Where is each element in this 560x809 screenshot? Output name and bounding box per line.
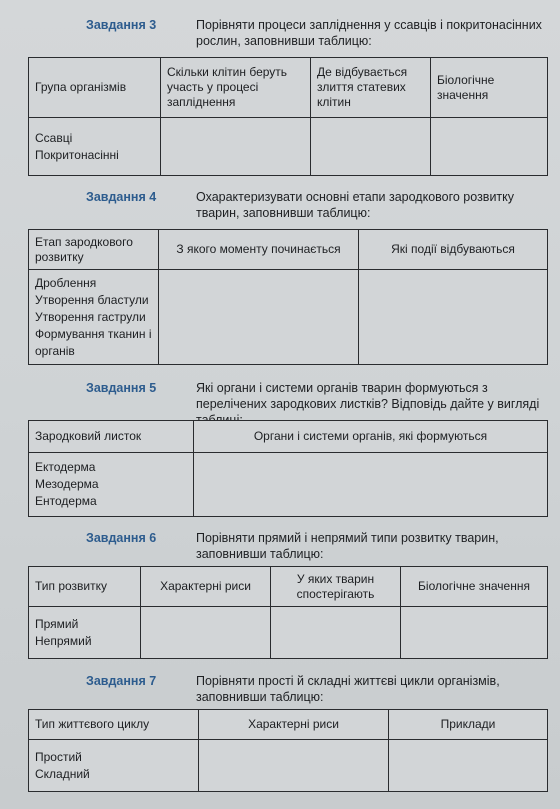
t5-row-ectoderm: Ектодерма	[35, 460, 96, 474]
t3-row-angiosperms: Покритонасінні	[35, 147, 119, 162]
t5-row-endoderm: Ентодерма	[35, 494, 97, 508]
task-3-text: Порівняти процеси запліднення у ссавців і покритонасінних рослин, заповнивши таблицю:	[196, 18, 542, 48]
t6-header-animals: У яких тварин спостерігають	[271, 567, 401, 607]
t6-header-significance: Біологічне значення	[401, 567, 548, 607]
t7-header-cycle: Тип життєвого циклу	[29, 710, 199, 740]
t3-empty-cell[interactable]	[161, 118, 311, 176]
t7-empty-cell[interactable]	[389, 740, 548, 792]
task-5-text: Які органи і системи органів тварин формуються з перелічених зародкових листків? Відповідь дайте у вигляді	[196, 381, 540, 411]
t6-empty-cell[interactable]	[271, 607, 401, 659]
task-6-label: Завдання 6	[86, 531, 157, 545]
task-4-label: Завдання 4	[86, 190, 157, 204]
t4-header-start: З якого моменту починається	[159, 230, 359, 270]
t5-empty-cell[interactable]	[194, 453, 548, 517]
task-7-table	[28, 709, 548, 792]
t6-header-features: Характерні риси	[141, 567, 271, 607]
t3-empty-cell[interactable]	[431, 118, 548, 176]
t5-row-mesoderm: Мезодерма	[35, 477, 99, 491]
t4-row-gastrula: Утворення гаструли	[35, 309, 146, 324]
t3-rows-cell	[29, 118, 161, 176]
task-3-label: Завдання 3	[86, 18, 157, 32]
task-3-table	[28, 57, 548, 176]
t6-rows-cell	[29, 607, 141, 659]
t4-row-blastula: Утворення бластули	[35, 292, 149, 307]
t4-header-events: Які події відбуваються	[359, 230, 548, 270]
t7-row-simple: Простий	[35, 749, 82, 764]
t7-header-examples: Приклади	[389, 710, 548, 740]
t3-header-cells: Скільки клітин беруть участь у процесі запліднення	[161, 58, 311, 118]
t7-row-complex: Складний	[35, 766, 90, 781]
t4-empty-cell[interactable]	[359, 270, 548, 365]
t6-header-type: Тип розвитку	[29, 567, 141, 607]
t6-row-direct: Прямий	[35, 616, 79, 631]
t3-row-mammals: Ссавці	[35, 130, 73, 145]
t4-empty-cell[interactable]	[159, 270, 359, 365]
task-4-text: Охарактеризувати основні етапи зародкового розвитку тварин, заповнивши таблицю:	[196, 190, 515, 220]
t6-empty-cell[interactable]	[401, 607, 548, 659]
t3-header-significance: Біологічне значення	[431, 58, 548, 118]
t7-empty-cell[interactable]	[199, 740, 389, 792]
t3-empty-cell[interactable]	[311, 118, 431, 176]
t5-header-organs: Органи і системи органів, які формуються	[194, 421, 548, 453]
task-5-label: Завдання 5	[86, 381, 157, 395]
t4-row-cleavage: Дроблення	[35, 275, 97, 290]
task-5-table	[28, 420, 548, 517]
task-6-table	[28, 566, 548, 659]
task-6-text: Порівняти прямий і непрямий типи розвитку тварин, заповнивши таблицю:	[196, 531, 499, 561]
t5-header-layer: Зародковий листок	[29, 421, 194, 453]
task-4-table	[28, 229, 548, 365]
task-7-label: Завдання 7	[86, 674, 157, 688]
t6-empty-cell[interactable]	[141, 607, 271, 659]
t5-rows-cell	[29, 453, 194, 517]
t4-rows-cell	[29, 270, 159, 365]
t6-row-indirect: Непрямий	[35, 633, 92, 648]
t4-row-organogenesis: Формування тканин і органів	[35, 326, 152, 358]
task-7-text: Порівняти прості й складні життєві цикли організмів, заповнивши таблицю:	[196, 674, 500, 704]
t3-header-fusion: Де відбувається злиття статевих клітин	[311, 58, 431, 118]
t3-header-group: Група організмів	[29, 58, 161, 118]
t4-header-stage: Етап зародкового розвитку	[29, 230, 159, 270]
t7-header-features: Характерні риси	[199, 710, 389, 740]
t7-rows-cell	[29, 740, 199, 792]
